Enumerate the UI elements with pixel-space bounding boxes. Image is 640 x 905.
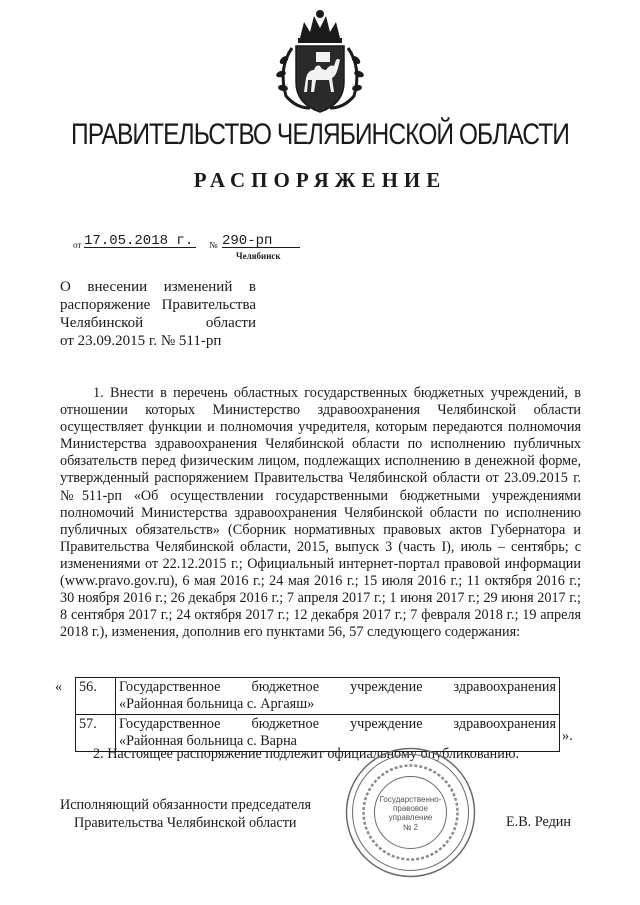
row-number: 56. xyxy=(76,678,116,715)
document-subject xyxy=(60,278,256,350)
date-value: 17.05.2018 г. xyxy=(84,233,194,249)
paragraph-1: 1. Внести в перечень областных государственных бюджетных учреждений, в отношении которых Министерство здравоохранения Челябинской области осуществляет функции и полномочия учредителя, которым передаются полномочия Министерства здравоохранения Челябинской области по исполнению публичных обязательств перед физическим лицом, подлежащих исполнению в денежной форме, утвержденный распоряжением Правительства Челябинской области от 23.09.2015 г. №511-рп «Об осуществлении государственными бюджетными учреждениями полномочий Министерства здравоохранения Челябинской области по исполнению публичных обязательств» (Сборник нормативных правовых актов Губернатора и Правительства Челябинской области, 2015, выпуск 3 (часть I), июль – сентябрь; с изменениями от 22.12.2015 г.; Официальный интернет-портал правовой информации (www.pravo.gov.ru), 6 мая 2016 г.; 24 мая 2016 г.; 15 июля 2016 г.; 11 октября 2016 г.; 30 ноября 2016 г.; 26 декабря 2016 г.; 7 апреля 2017 г.; 1 июня 2017 г.; 29 июня 2017 г.; 8 сентября 2017 г.; 24 октября 2017 г.; 12 декабря 2017 г.; 7 февраля 2018 г.; 19 апреля 2018 г.), изменения, дополнив его пунктами 56, 57 следующего содержания: xyxy=(60,385,581,641)
table-row xyxy=(76,678,560,715)
stamp-text: № 2 xyxy=(402,823,419,832)
stamp-text: правовое xyxy=(393,804,428,813)
subject-line: О внесении изменений в xyxy=(60,279,256,295)
official-stamp xyxy=(343,745,478,880)
row-text xyxy=(116,678,560,715)
position-line: Правительства Челябинской области xyxy=(74,815,297,831)
stamp-text: управление xyxy=(388,813,433,822)
number-value: 290-рп xyxy=(222,233,273,249)
government-title: ПРАВИТЕЛЬСТВО ЧЕЛЯБИНСКОЙ ОБЛАСТИ xyxy=(71,118,569,151)
coat-of-arms-emblem xyxy=(270,8,370,116)
position-line: Исполняющий обязанности председателя xyxy=(60,797,311,813)
institutions-table xyxy=(75,677,560,752)
signatory-position xyxy=(60,796,311,832)
open-quote: « xyxy=(55,679,63,695)
row-number: 57. xyxy=(76,715,116,752)
date-prefix: от xyxy=(73,240,82,250)
subject-line: от 23.09.2015 г. № 511-рп xyxy=(60,333,222,349)
row-text-line: «Районная больница с. Варна xyxy=(119,733,297,749)
subject-line: распоряжение Правительства xyxy=(60,297,256,313)
paragraph-2: 2. Настоящее распоряжение подлежит официальному опубликованию. xyxy=(93,746,520,762)
city-label: Челябинск xyxy=(236,251,281,261)
document-type-title: РАСПОРЯЖЕНИЕ xyxy=(193,168,447,192)
stamp-text: Государственно- xyxy=(379,795,442,804)
close-quote: ». xyxy=(562,728,573,744)
row-text-line: Государственное бюджетное учреждение здравоохранения xyxy=(119,716,556,732)
number-field xyxy=(222,231,300,248)
row-text-line: «Районная больница с. Аргаяш» xyxy=(119,696,315,712)
document-body xyxy=(60,385,581,641)
signatory-name: Е.В. Редин xyxy=(506,814,571,830)
row-text-line: Государственное бюджетное учреждение здравоохранения xyxy=(119,679,556,695)
subject-line: Челябинской области xyxy=(60,315,256,331)
date-field xyxy=(84,231,196,248)
number-prefix: № xyxy=(209,240,218,250)
